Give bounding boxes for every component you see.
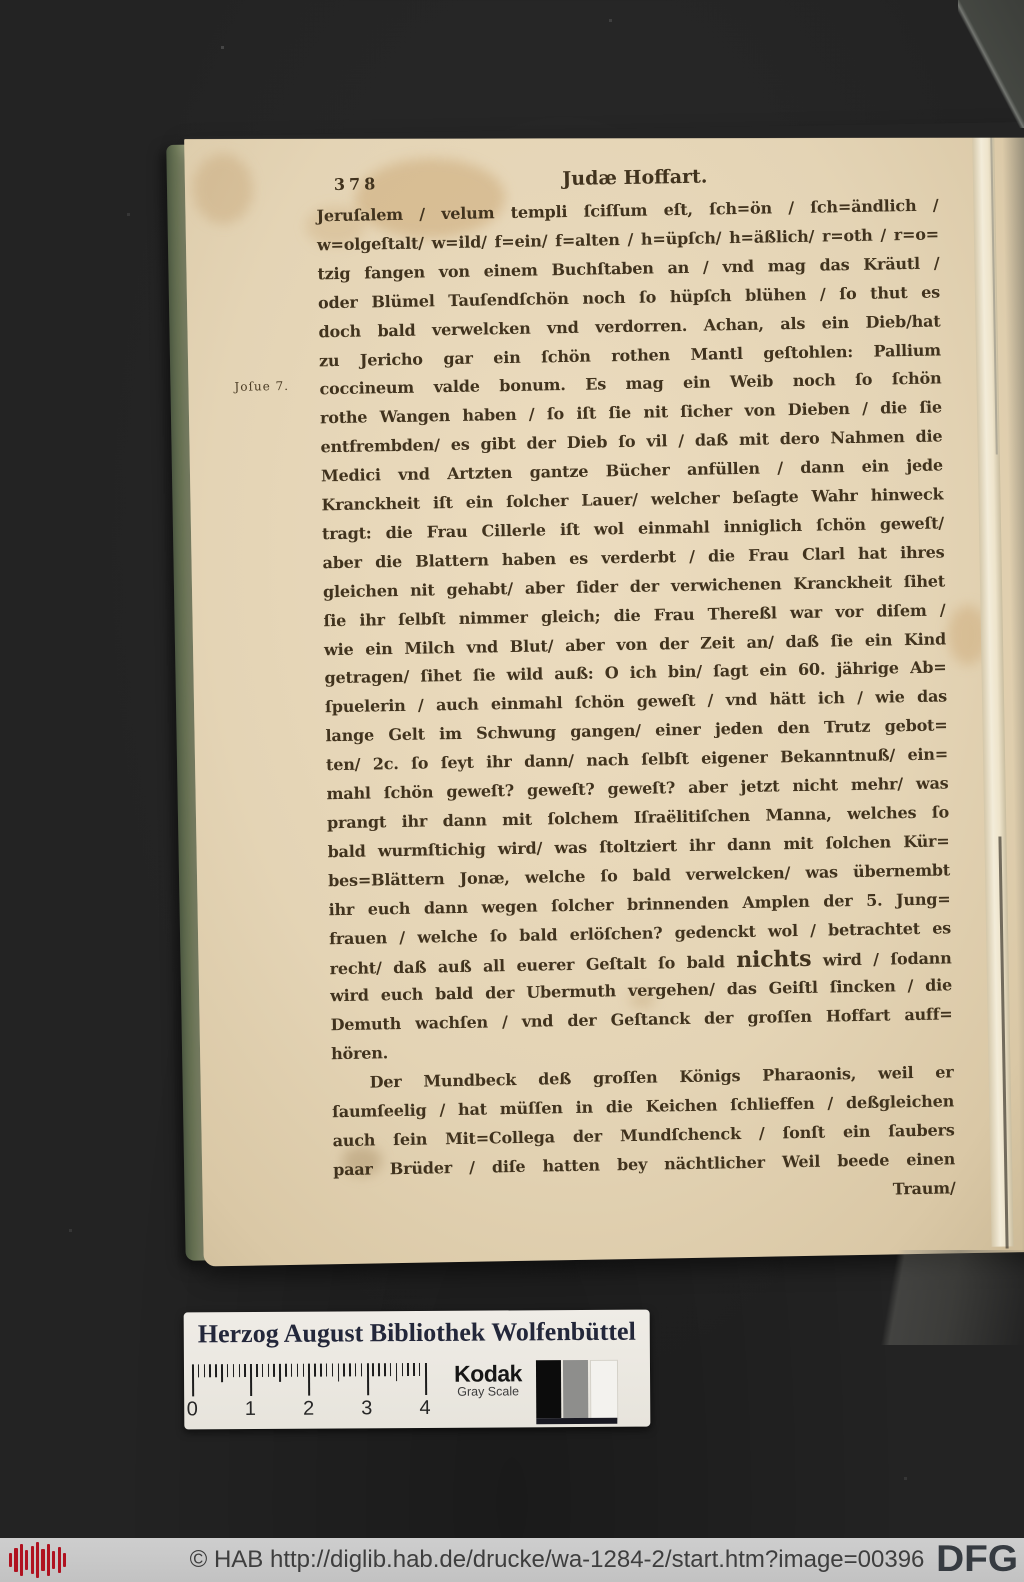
hab-logo-bar bbox=[63, 1553, 66, 1567]
ruler-tick bbox=[349, 1363, 351, 1376]
text-line: tragt: die Frau Cillerle iſt wol einmahl inniglich ſchön geweſt/ bbox=[321, 513, 945, 544]
grayscale-patch-white bbox=[590, 1360, 618, 1420]
text-line: entfrembden/ es gibt der Dieb ſo vil / daß mit dero Nahmen die bbox=[320, 426, 943, 457]
text-line: auch ſein Mit=Collega der Mundſchenck / ſonſt ein ſaubers bbox=[332, 1120, 955, 1151]
ruler-tick bbox=[204, 1364, 206, 1377]
ruler-tick bbox=[273, 1364, 275, 1377]
text-line: bald wurmſtichig wird/ was ſtoltziert ihr dann mit ſolchen Kür= bbox=[327, 831, 950, 862]
catchword: Traum/ bbox=[892, 1177, 956, 1199]
margin-note: Joſue 7. bbox=[234, 378, 290, 394]
dfg-logo: DFG bbox=[935, 1538, 1018, 1579]
ruler-tick bbox=[250, 1364, 252, 1396]
grayscale-patch-black bbox=[536, 1360, 561, 1418]
text-line: hören. bbox=[330, 1043, 389, 1064]
ruler-tick bbox=[407, 1363, 409, 1376]
ruler-tick bbox=[209, 1364, 211, 1377]
text-line: Kranckheit iſt ein ſolcher Lauer/ welcher beſagte Wahr hinweck bbox=[321, 484, 944, 515]
ruler-tick bbox=[262, 1364, 264, 1377]
text-line: getragen/ ſihet ſie wild auß: O ich bin/ ſagt ein 60. jährige Ab= bbox=[324, 657, 947, 688]
ruler-tick bbox=[384, 1363, 386, 1376]
text-line: wird euch bald der Ubermuth vergehen/ das Geiſtl ſincken / die bbox=[329, 975, 953, 1006]
text-line: frauen / welche ſo bald erlöſchen? gedenckt wol / betrachtet es bbox=[328, 917, 952, 948]
running-title: Judæ Hoffart. bbox=[562, 165, 708, 191]
hab-logo-bar bbox=[9, 1553, 12, 1567]
hab-logo-bar bbox=[20, 1544, 23, 1576]
text-line: ten/ 2c. ſo ſeyt ihr dann/ nach ſelbſt eigener Bekanntnuß/ ein= bbox=[325, 744, 949, 775]
ruler-tick bbox=[314, 1364, 316, 1377]
ruler-tick bbox=[320, 1364, 322, 1377]
ruler-tick bbox=[308, 1364, 310, 1396]
text-line: wie ein Milch vnd Blut/ aber von der Zeit an/ daß ſie ein Kind bbox=[323, 628, 947, 659]
ruler-tick bbox=[390, 1363, 392, 1376]
text-line: bes=Blättern Jonæ, welche ſo bald verwelcken/ was übernembt bbox=[327, 860, 951, 890]
page-number: 378 bbox=[333, 174, 380, 195]
ruler-number: 4 bbox=[419, 1396, 431, 1419]
ruler-tick bbox=[256, 1364, 258, 1377]
ruler-tick bbox=[401, 1363, 403, 1376]
ruler-tick bbox=[192, 1364, 194, 1396]
text-line: Jeruſalem / velum templi ſciſſum eſt, ſch=ön / ſch=ändlich / bbox=[316, 195, 939, 226]
text-line: Demuth wachſen / vnd der Geſtanck der groſſen Hoffart auff= bbox=[330, 1004, 953, 1035]
hab-logo-bar bbox=[52, 1551, 55, 1569]
ruler-tick bbox=[244, 1364, 246, 1377]
text-line: doch bald verwelcken vnd verdorren. Achan, als ein Dieb/hat bbox=[318, 311, 941, 341]
ruler-number: 1 bbox=[244, 1397, 257, 1421]
ruler-tick bbox=[285, 1364, 287, 1377]
text-line: tzig fangen von einem Buchſtaben an / vnd mag das Kräutl / bbox=[317, 253, 940, 284]
hab-logo-bar bbox=[25, 1550, 28, 1570]
ruler-tick bbox=[268, 1364, 270, 1377]
grayscale-patch-gray bbox=[563, 1360, 588, 1418]
ruler-tick bbox=[413, 1363, 415, 1376]
ruler-number: 2 bbox=[302, 1397, 315, 1420]
plexiglass-corner-bottom bbox=[830, 1250, 1024, 1345]
text-line: ſaumſeelig / hat müſſen in die Keichen ſchlieffen / deßgleichen bbox=[331, 1091, 955, 1122]
text-line: Medici vnd Artzten gantze Bücher anfüllen / dann ein jede bbox=[320, 455, 944, 486]
ruler-tick bbox=[198, 1364, 200, 1377]
text-line: gleichen nit gehabt/ aber ſider der verwichenen Kranckheit ſihet bbox=[322, 571, 946, 601]
ruler-number: 0 bbox=[186, 1398, 198, 1421]
text-line: zu Jericho gar ein ſchön rothen Mantl geſtohlen: Pallium bbox=[318, 339, 942, 370]
stain bbox=[192, 153, 253, 224]
text-column bbox=[315, 126, 957, 1265]
ruler-tick bbox=[221, 1364, 223, 1382]
text-line: w=olgeſtalt/ w=ild/ f=ein/ f=alten / h=üpſch/ h=äßlich/ r=oth / r=o= bbox=[316, 224, 940, 255]
ruler-tick bbox=[419, 1363, 421, 1376]
ruler-tick bbox=[337, 1363, 339, 1381]
ruler-tick bbox=[215, 1364, 217, 1377]
ruler-tick bbox=[326, 1364, 328, 1377]
ruler-tick bbox=[367, 1363, 369, 1395]
text-line: Der Mundbeck deß groſſen Königs Pharaonis, weil er bbox=[369, 1062, 954, 1092]
text-line: oder Blümel Tauſendſchön noch ſo hüpſch blühen / ſo thut es bbox=[317, 282, 941, 313]
text-line: ihr euch dann wegen ſolcher brinnenden Amplen der 5. Jung= bbox=[328, 888, 951, 919]
ruler-tick bbox=[227, 1364, 229, 1377]
ruler-tick bbox=[425, 1363, 427, 1395]
hab-logo-bar bbox=[41, 1549, 44, 1571]
kodak-label: Kodak bbox=[454, 1360, 522, 1387]
ruler-tick bbox=[361, 1363, 363, 1376]
text-line: aber die Blattern haben es verderbt / die Frau Clarl hat ihres bbox=[322, 542, 945, 573]
ruler-tick bbox=[239, 1364, 241, 1377]
hab-logo-bar bbox=[14, 1548, 17, 1572]
library-name: Herzog August Bibliothek Wolfenbüttel bbox=[197, 1316, 636, 1349]
text-line: rothe Wangen haben / ſo iſt ſie nit ſicher von Dieben / die ſie bbox=[319, 397, 943, 428]
ruler-tick bbox=[297, 1364, 299, 1377]
ruler-tick bbox=[279, 1364, 281, 1382]
ruler-tick bbox=[378, 1363, 380, 1376]
text-line: mahl ſchön geweſt? geweſt? geweſt? aber jetzt nicht mehr/ was bbox=[326, 773, 949, 804]
emphasized-word: nichts bbox=[736, 946, 812, 974]
grayscale-patch-strip bbox=[536, 1418, 617, 1424]
ruler-tick bbox=[372, 1363, 374, 1376]
ruler-tick bbox=[303, 1364, 305, 1377]
ruler-tick bbox=[343, 1363, 345, 1376]
text-line: ſpuelerin / auch einmahl ſchön geweſt / vnd hätt ich / wie das bbox=[324, 686, 948, 717]
ruler-tick bbox=[396, 1363, 398, 1381]
ruler-card bbox=[184, 1310, 651, 1430]
ruler-tick bbox=[291, 1364, 293, 1377]
plexiglass-corner-top bbox=[958, 0, 1024, 128]
paper-page bbox=[184, 124, 1024, 1266]
text-line: paar Brüder / diſe hatten bey nächtlicher Weil beede einen bbox=[332, 1149, 956, 1179]
hab-logo-bar bbox=[36, 1542, 39, 1578]
ruler-number: 3 bbox=[361, 1397, 373, 1420]
text-line: coccineum valde bonum. Es mag ein Weib noch ſo ſchön bbox=[319, 368, 942, 399]
ruler-tick bbox=[355, 1363, 357, 1376]
ruler-tick bbox=[233, 1364, 235, 1377]
copyright-url: © HAB http://diglib.hab.de/drucke/wa-1284-2/start.htm?image=00396 bbox=[189, 1546, 925, 1573]
ruler-scale-numbers bbox=[184, 1397, 444, 1425]
hab-logo-bar bbox=[31, 1546, 34, 1574]
text-line: recht/ daß auß all euerer Geſtalt ſo bald nichts wird / ſodann bbox=[329, 946, 952, 979]
hab-logo-bar bbox=[58, 1547, 61, 1573]
footer-bar bbox=[0, 1538, 1024, 1582]
dust-specks bbox=[0, 0, 1, 1]
hab-logo-bar bbox=[47, 1544, 50, 1576]
hab-logo bbox=[6, 1540, 72, 1580]
text-line: ſie ihr ſelbſt nimmer gleich; die Frau Thereßl war vor diſem / bbox=[323, 600, 946, 630]
text-line: prangt ihr dann mit ſolchem Iſraëlitiſchen Manna, welches ſo bbox=[326, 802, 950, 833]
grayscale-label: Gray Scale bbox=[457, 1384, 520, 1399]
text-line: lange Gelt im Schwung gangen/ einer jeden den Trutz gebot= bbox=[325, 715, 948, 746]
ruler-tick bbox=[332, 1364, 334, 1377]
book-page bbox=[166, 124, 1024, 1267]
